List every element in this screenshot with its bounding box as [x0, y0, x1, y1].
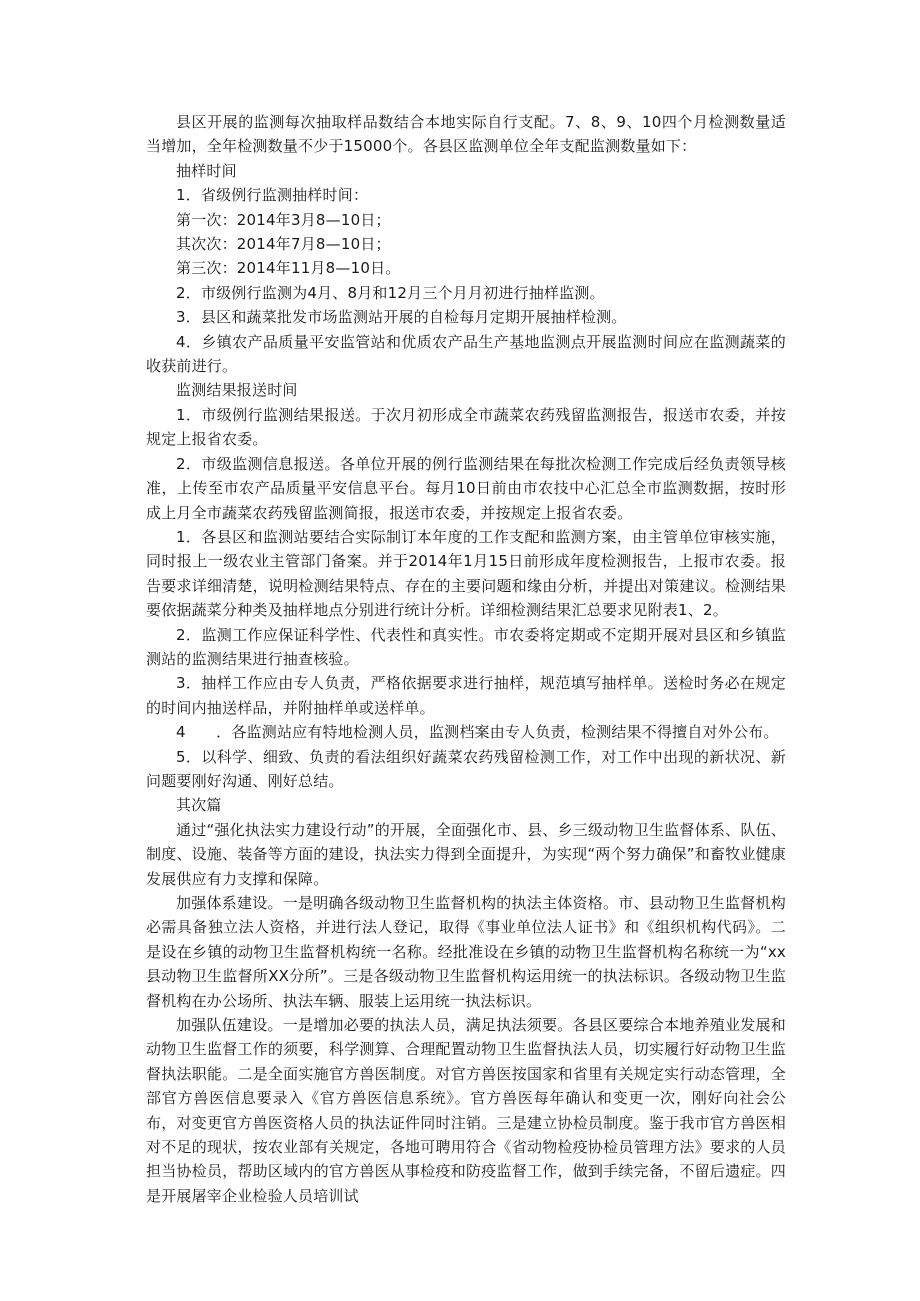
paragraph-second-round: 其次次：2014年7月8—10日； [176, 235, 391, 254]
paragraph-dedicated-staff: 4 ．各监测站应有特地检测人员，监测档案由专人负责，检测结果不得擅自对外公布。 [176, 723, 779, 742]
paragraph-county-self-check: 3．县区和蔬菜批发市场监测站开展的自检每月定期开展抽样检测。 [176, 308, 627, 327]
paragraph-sampling-staff: 3．抽样工作应由专人负责，严格依据要求进行抽样，规范填写抽样单。送检时务必在规定的时间内抽送样品，并附抽样单或送样单。 [146, 674, 786, 717]
paragraph-scientific-monitoring: 2．监测工作应保证科学性、代表性和真实性。市农委将定期或不定期开展对县区和乡镇监测站的监测结果进行抽查核验。 [146, 625, 786, 668]
heading-second-part: 其次篇 [176, 796, 222, 815]
paragraph-first-round: 第一次：2014年3月8—10日； [176, 210, 391, 229]
paragraph-third-round: 第三次：2014年11月8—10日。 [176, 259, 401, 278]
paragraph-enforcement-action: 通过“强化执法实力建设行动”的开展，全面强化市、县、乡三级动物卫生监督体系、队伍、制度、设施、装备等方面的建设，执法实力得到全面提升，为实现“两个努力确保”和畜牧业健康发展供应有力支撑和保障。 [146, 820, 786, 888]
paragraph-info-report: 2．市级监测信息报送。各单位开展的例行监测结果在每批次检测工作完成后经负责领导核准，上传至市农产品质量平安信息平台。每月10日前由市农技中心汇总全市监测数据，按时形成上月全市蔬菜农药残留监测简报，报送市农委，并按规定上报省农委。 [146, 454, 786, 522]
paragraph-city-report: 1．市级例行监测结果报送。于次月初形成全市蔬菜农药残留监测报告，报送市农委，并按规定上报省农委。 [146, 405, 786, 449]
paragraph-annual-plan: 1．各县区和监测站要结合实际制订本年度的工作支配和监测方案，由主管单位审核实施，同时报上一级农业主管部门备案。并于2014年1月15日前形成年度检测报告，上报市农委。报告要求详细清楚，说明检测结果特点、存在的主要问题和缘由分析，并提出对策建议。检测结果要依据蔬菜分种类及抽样地点分别进行统计分析。详细检测结果汇总要求见附表1、2。 [146, 527, 786, 620]
heading-report-time: 监测结果报送时间 [176, 381, 298, 400]
paragraph-provincial-sampling: 1．省级例行监测抽样时间： [176, 186, 369, 205]
paragraph-organize-work: 5．以科学、细致、负责的看法组织好蔬菜农药残留检测工作，对工作中出现的新状况、新问题要刚好沟通、刚好总结。 [146, 747, 786, 790]
paragraph-township-monitoring: 4．乡镇农产品质量平安监管站和优质农产品生产基地监测点开展监测时间应在监测蔬菜的收获前进行。 [146, 332, 786, 376]
paragraph-system-building: 加强体系建设。一是明确各级动物卫生监督机构的执法主体资格。市、县动物卫生监督机构必需具备独立法人资格，并进行法人登记，取得《事业单位法人证书》和《组织机构代码》。二是设在乡镇的动物卫生监督机构统一名称。经批准设在乡镇的动物卫生监督机构名称统一为“xx县动物卫生监督所XX分所”。三是各级动物卫生监督机构运用统一的执法标识。各级动物卫生监督机构在办公场所、执法车辆、服装上运用统一执法标识。 [146, 894, 786, 1010]
paragraph-monitoring-quantity: 县区开展的监测每次抽取样品数结合本地实际自行支配。7、8、9、10四个月检测数量适当增加，全年检测数量不少于15000个。各县区监测单位全年支配监测数量如下： [146, 113, 786, 156]
heading-sampling-time: 抽样时间 [176, 161, 237, 180]
paragraph-team-building: 加强队伍建设。一是增加必要的执法人员，满足执法须要。各县区要综合本地养殖业发展和动物卫生监督工作的须要，科学测算、合理配置动物卫生监督执法人员，切实履行好动物卫生监督执法职能。二是全面实施官方兽医制度。对官方兽医按国家和省里有关规定实行动态管理，全部官方兽医信息要录入《官方兽医信息系统》。官方兽医每年确认和变更一次，刚好向社会公布，对变更官方兽医资格人员的执法证件同时注销。三是建立协检员制度。鉴于我市官方兽医相对不足的现状，按农业部有关规定，各地可聘用符合《省动物检疫协检员管理方法》要求的人员担当协检员，帮助区域内的官方兽医从事检疫和防疫监督工作，做到手续完备，不留后遗症。四是开展屠宰企业检验人员培训试 [146, 1016, 786, 1205]
document-body [146, 110, 786, 1208]
paragraph-city-sampling: 2．市级例行监测为4月、8月和12月三个月月初进行抽样监测。 [176, 283, 605, 302]
